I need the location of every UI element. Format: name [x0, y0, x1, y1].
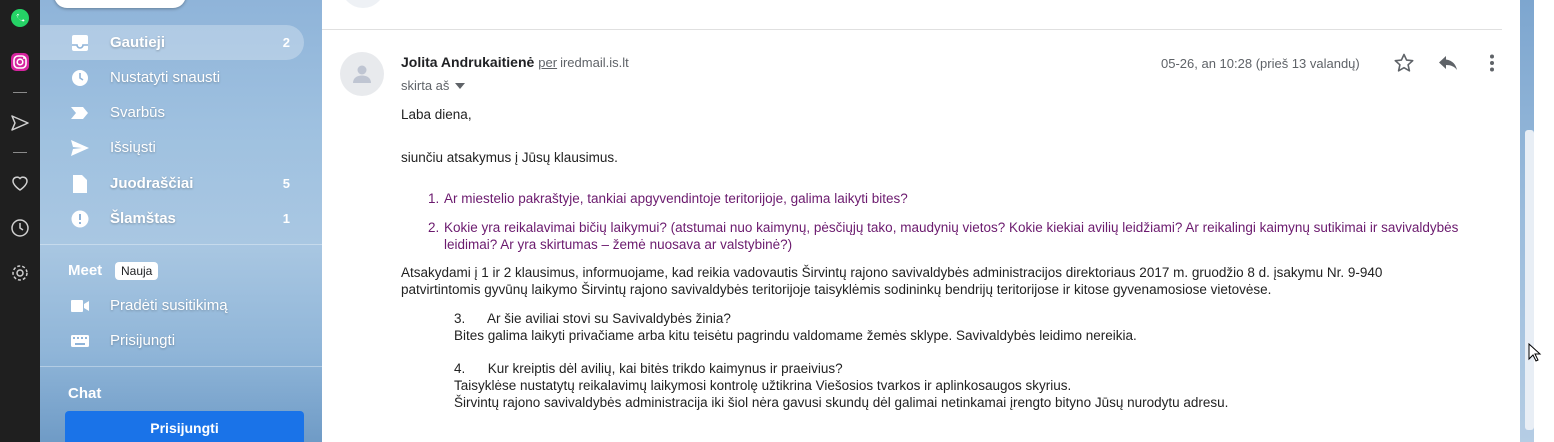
message-view [322, 0, 1520, 442]
greeting: Laba diena, [401, 107, 472, 122]
spam-count: 1 [282, 211, 290, 226]
previous-message-avatar [341, 0, 385, 8]
sidebar-divider [40, 366, 322, 367]
chat-section-title: Chat [68, 385, 102, 402]
heart-icon[interactable] [8, 171, 32, 195]
keyboard-icon [70, 331, 90, 351]
sidebar-item-label: Svarbūs [110, 104, 166, 121]
question-item: 1. Ar miestelio pakraštyje, tankiai apgyvendintoje teritorijoje, galima laikyti bites? [428, 190, 1488, 207]
new-badge: Nauja [115, 262, 158, 280]
send-icon[interactable] [8, 111, 32, 135]
chevron-down-icon [455, 83, 465, 89]
unread-count: 2 [282, 35, 290, 50]
sender-line [401, 54, 629, 70]
spam-icon [70, 209, 90, 229]
sidebar-item-inbox[interactable] [40, 25, 304, 60]
question-text: Kokie yra reikalavimai bičių laikymui? (atstumai nuo kaimynų, pėsčiųjų tako, maudynių vietos? Kokie kiekiai avilių leidžiami? Ar reikalingi kaimynų sutikimai ir savivaldybės leidimai? Ar yra skirtumas – žemė nuosava ar valstybinė?) [444, 220, 1459, 252]
reply-icon[interactable] [1436, 51, 1460, 75]
question-item: 2. Kokie yra reikalavimai bičių laikymui? (atstumai nuo kaimynų, pėsčiųjų tako, maudynių vietos? Kokie kiekiai avilių leidžiami? Ar reikalingi kaimynų sutikimai ir savivaldybės leidimai? Ar yra skirtumas – žemė nuosava ar valstybinė?) [428, 219, 1488, 253]
clock-icon[interactable] [8, 216, 32, 240]
compose-button[interactable] [54, 0, 186, 8]
star-icon[interactable] [1392, 51, 1416, 75]
sidebar-item-label: Gautieji [110, 34, 166, 51]
scrollbar-thumb[interactable] [1525, 130, 1534, 430]
answer-3: Bites galima laikyti privačiame arba kitu teisėtu pagrindu valdomame žemės sklype. Savivaldybės leidimo nereikia. [454, 328, 1137, 343]
question-4: 4. Kur kreiptis dėl avilių, kai bitės trikdo kaimynus ir praeivius? [454, 361, 843, 376]
whatsapp-icon[interactable] [8, 6, 32, 30]
mouse-cursor-icon [1528, 343, 1542, 363]
draft-icon [70, 174, 90, 194]
answer-4-line: Taisyklėse nustatytų reikalavimų laikymosi kontrolę užtikrina Viešosios tvarkos ir aplinkosaugos skyrius. [454, 378, 1072, 393]
sidebar-item-important[interactable] [40, 95, 304, 130]
sidebar-item-label: Pradėti susitikimą [110, 297, 228, 314]
dock-divider [13, 152, 27, 153]
sender-name[interactable]: Jolita Andrukaitienė [401, 54, 535, 70]
send-icon [70, 138, 90, 158]
sender-domain: iredmail.is.lt [560, 55, 629, 70]
message-timestamp: 05-26, an 10:28 (prieš 13 valandų) [1161, 56, 1360, 71]
sidebar-item-snoozed[interactable] [40, 60, 304, 95]
sidebar-divider [40, 244, 322, 245]
sidebar-item-label: Prisijungti [110, 332, 176, 349]
answer-paragraph-line: patvirtintomis gyvūnų laikymo Širvintų rajono savivaldybės teritorijoje taisyklėmis sodininkų bendrijų teritorijose ir kitose gyvenamosiose vietovėse. [401, 282, 1272, 297]
answer-4-line: Širvintų rajono savivaldybės administracija iki šiol nėra gavusi skundų dėl galimai netinkamai įrengto bityno Jūsų nurodytu adresu. [454, 395, 1229, 410]
inbox-icon [70, 33, 90, 53]
meet-new-meeting[interactable] [40, 288, 304, 323]
recipient-label: skirta aš [401, 78, 450, 93]
meet-section-title: Meet [68, 262, 103, 279]
app-dock [0, 0, 40, 442]
person-icon [350, 62, 374, 86]
answer-paragraph-line: Atsakydami į 1 ir 2 klausimus, informuojame, kad reikia vadovautis Širvintų rajono savivaldybės administracijos direktoriaus 2017 m. gruodžio 8 d. įsakymu Nr. 9-940 [401, 265, 1383, 280]
sidebar-item-label: Juodraščiai [110, 175, 194, 192]
sidebar-item-drafts[interactable] [40, 166, 304, 201]
intro-paragraph: siunčiu atsakymus į Jūsų klausimus. [401, 150, 618, 165]
sidebar-item-label: Išsiųsti [110, 139, 156, 156]
video-icon [70, 296, 90, 316]
chat-signin-button[interactable]: Prisijungti [65, 411, 304, 442]
question-text: Ar miestelio pakraštyje, tankiai apgyvendintoje teritorijoje, galima laikyti bites? [444, 191, 908, 206]
sender-avatar[interactable] [340, 52, 384, 96]
dock-divider [13, 92, 27, 93]
sidebar-item-label: Šlamštas [110, 210, 176, 227]
meet-join[interactable] [40, 323, 304, 358]
sidebar-item-label: Nustatyti snausti [110, 69, 221, 86]
label-important-icon [70, 103, 90, 123]
recipient-details-toggle[interactable] [401, 78, 465, 93]
draft-count: 5 [282, 176, 290, 191]
message-divider [322, 29, 1502, 30]
sidebar-item-spam[interactable] [40, 201, 304, 236]
clock-icon [70, 68, 90, 88]
sidebar-item-sent[interactable] [40, 130, 304, 165]
via-link[interactable]: per [538, 55, 558, 70]
more-options-icon[interactable] [1480, 51, 1504, 75]
gear-icon[interactable] [8, 261, 32, 285]
gmail-sidebar [40, 0, 322, 442]
instagram-icon[interactable] [8, 50, 32, 74]
question-3: 3. Ar šie aviliai stovi su Savivaldybės žinia? [454, 311, 731, 326]
